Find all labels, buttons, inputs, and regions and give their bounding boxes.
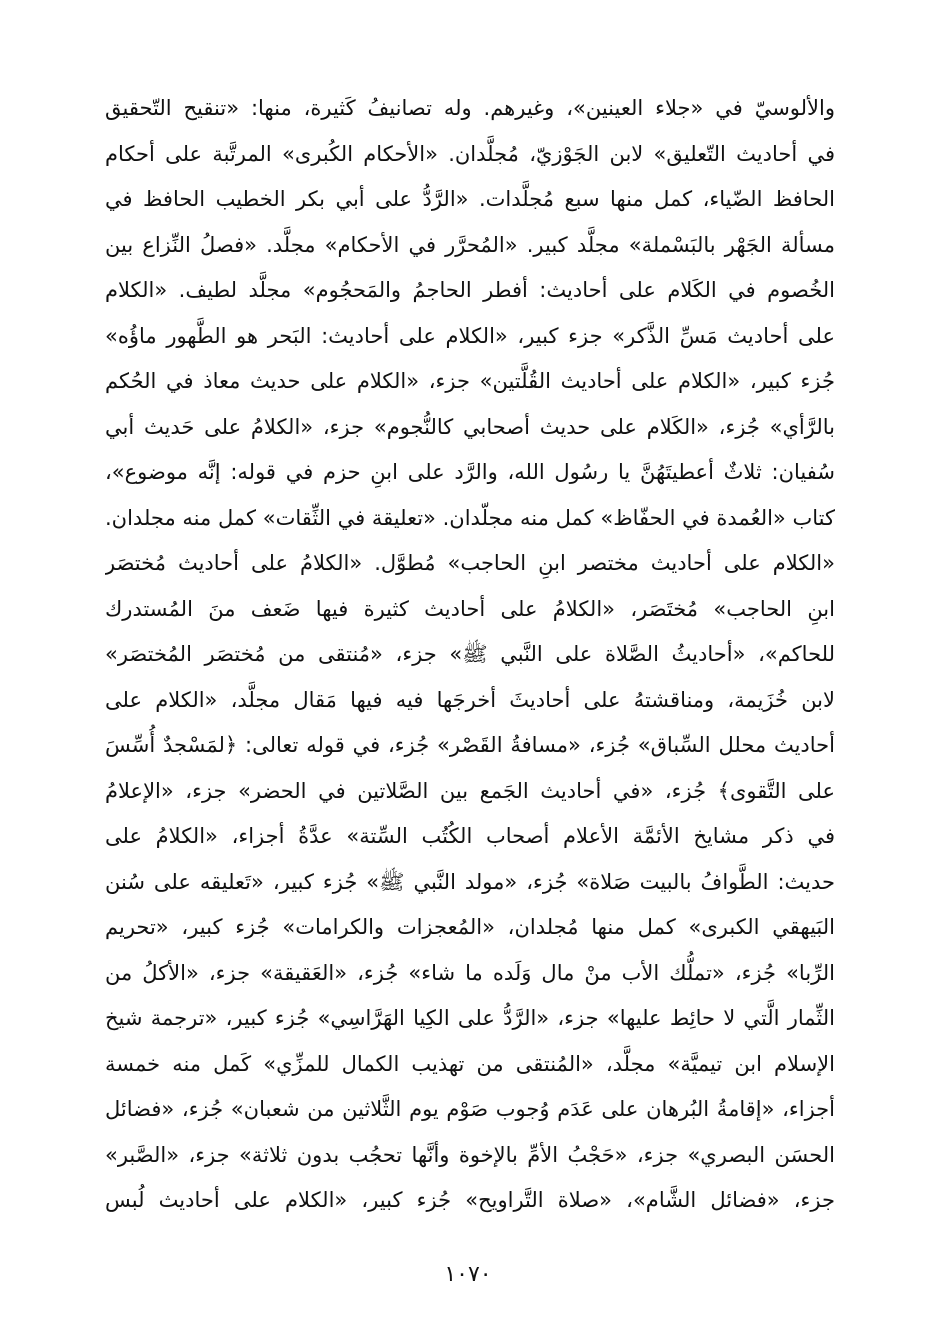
text-line: الحافظ الضّياء، كمل منها سبع مُجلَّدات. «الرَّدُّ على أبي بكر الخطيب الحافظ في — [105, 187, 835, 211]
text-line: الحسَن البصري» جزء، «حَجْبُ الأمِّ بالإخوة وأنَّها تحجُب بدون ثلاثة» جزء، «الصَّبر» — [105, 1142, 835, 1167]
text-line: الرِّبا» جُزء، «تملُّك الأب منْ مال وَلَده ما شاء» جُزء، «العَقيقة» جزء، «الأكلُ من — [105, 960, 835, 985]
text-line: في ذكر مشايخ الأئمَّة الأعلام أصحاب الكُتُب السِّتة» عدَّةُ أجزاء، «الكلامُ على — [105, 824, 835, 848]
text-line: جُزء كبير، «الكلام على أحاديث القُلَّتين» جزء، «الكلام على حديث معاذ في الحُكم — [105, 369, 835, 393]
text-line: الإسلام ابن تيميَّة» مجلَّد، «المُنتقى من تهذيب الكمال للمزِّي» كَمل منه خمسة — [105, 1051, 835, 1076]
text-line: أحاديث محلل السِّباق» جُزء، «مسافةُ القَصْر» جُزء، في قوله تعالى: ﴿لمَسْجدٌ أُسِّسَ — [105, 733, 835, 757]
text-line: حديث: الطَّوافُ بالبيت صَلاة» جُزء، «مولد النَّبي ﷺ» جُزء كبير، «تَعليقه على سُنن — [105, 869, 835, 894]
text-line: لابن خُزَيمة، ومناقشتهُ على أحاديثَ أخرجَها فيه فيها مَقال مجلَّد، «الكلام على — [105, 687, 835, 712]
text-line: بالرَّأي» جُزء، «الكَلام على حديث أصحابي كالنُّجوم» جزء، «الكلامُ على حَديث أبي — [105, 414, 835, 439]
text-line: والألوسيّ في «جلاء العينين»، وغيرهم. وله تصانيفُ كَثيرة، منها: «تنقيح التّحقيق — [105, 96, 835, 120]
text-line: الثِّمار الَّتي لا حائِط عليها» جزء، «الرَّدُّ على الكِيا الهَرَّاسِي» جُزء كبير، «ترجمة شيخ — [105, 1006, 835, 1030]
body-text — [105, 86, 835, 1224]
text-line: مسألة الجَهْر بالبَسْملة» مجلَّد كبير. «المُحرَّر في الأحكام» مجلَّد. «فصلُ النِّزاع بين — [105, 232, 835, 257]
text-line: الخُصوم في الكَلام على أحاديث: أفطر الحاجمُ والمَحجُوم» مجلَّد لطيف. «الكلام — [105, 278, 835, 302]
text-line: سُفيان: ثلاثٌ أعطيتَهُنَّ يا رسُول الله، والرَّد على ابنِ حزم في قوله: إنَّه موضوع»، — [105, 460, 835, 484]
text-line: ابنِ الحاجب» مُختَصَر، «الكلامُ على أحاديث كثيرة فيها ضَعف منَ المُستدرك — [105, 596, 835, 621]
text-line: للحاكم»، «أحاديثُ الصَّلاة على النَّبي ﷺ» جزء، «مُنتقى من مُختصَر المُختصَر» — [105, 642, 835, 666]
text-line: على أحاديث مَسِّ الذَّكر» جزء كبير، «الكلام على أحاديث: البَحر هو الطَّهور ماؤُه» — [105, 323, 835, 348]
text-line: أجزاء، «إقامةُ البُرهان على عَدَم وُجوب صَوْم يوم الثَّلاثين من شعبان» جُزء، «فضائل — [105, 1097, 835, 1121]
page-number: ١٠٧٠ — [444, 1262, 492, 1287]
text-line: على التَّقوى﴾ جُزء، «في أحاديث الجَمع بين الصَّلاتين في الحضر» جزء، «الإعلامُ — [105, 778, 835, 803]
text-line: البَيهقي الكبرى» كمل منها مُجلدان، «المُعجزات والكرامات» جُزء كبير، «تحريم — [105, 915, 835, 939]
text-line: «الكلام على أحاديث مختصر ابنِ الحاجب» مُطوَّل. «الكلامُ على أحاديث مُختصَر — [105, 551, 835, 575]
text-line: كتاب «العُمدة في الحفّاظ» كمل منه مجلّدان. «تعليقة في الثِّقات» كمل منه مجلدان. — [105, 505, 835, 530]
text-line: في أحاديث التّعليق» لابن الجَوْزيّ، مُجلَّدان. «الأحكام الكُبرى» المرتَّبة على أحكام — [105, 141, 835, 166]
text-line: جزء، «فضائل الشَّام»، «صلاة التَّراويح» جُزء كبير، «الكلام على أحاديث لُبس — [105, 1188, 835, 1212]
